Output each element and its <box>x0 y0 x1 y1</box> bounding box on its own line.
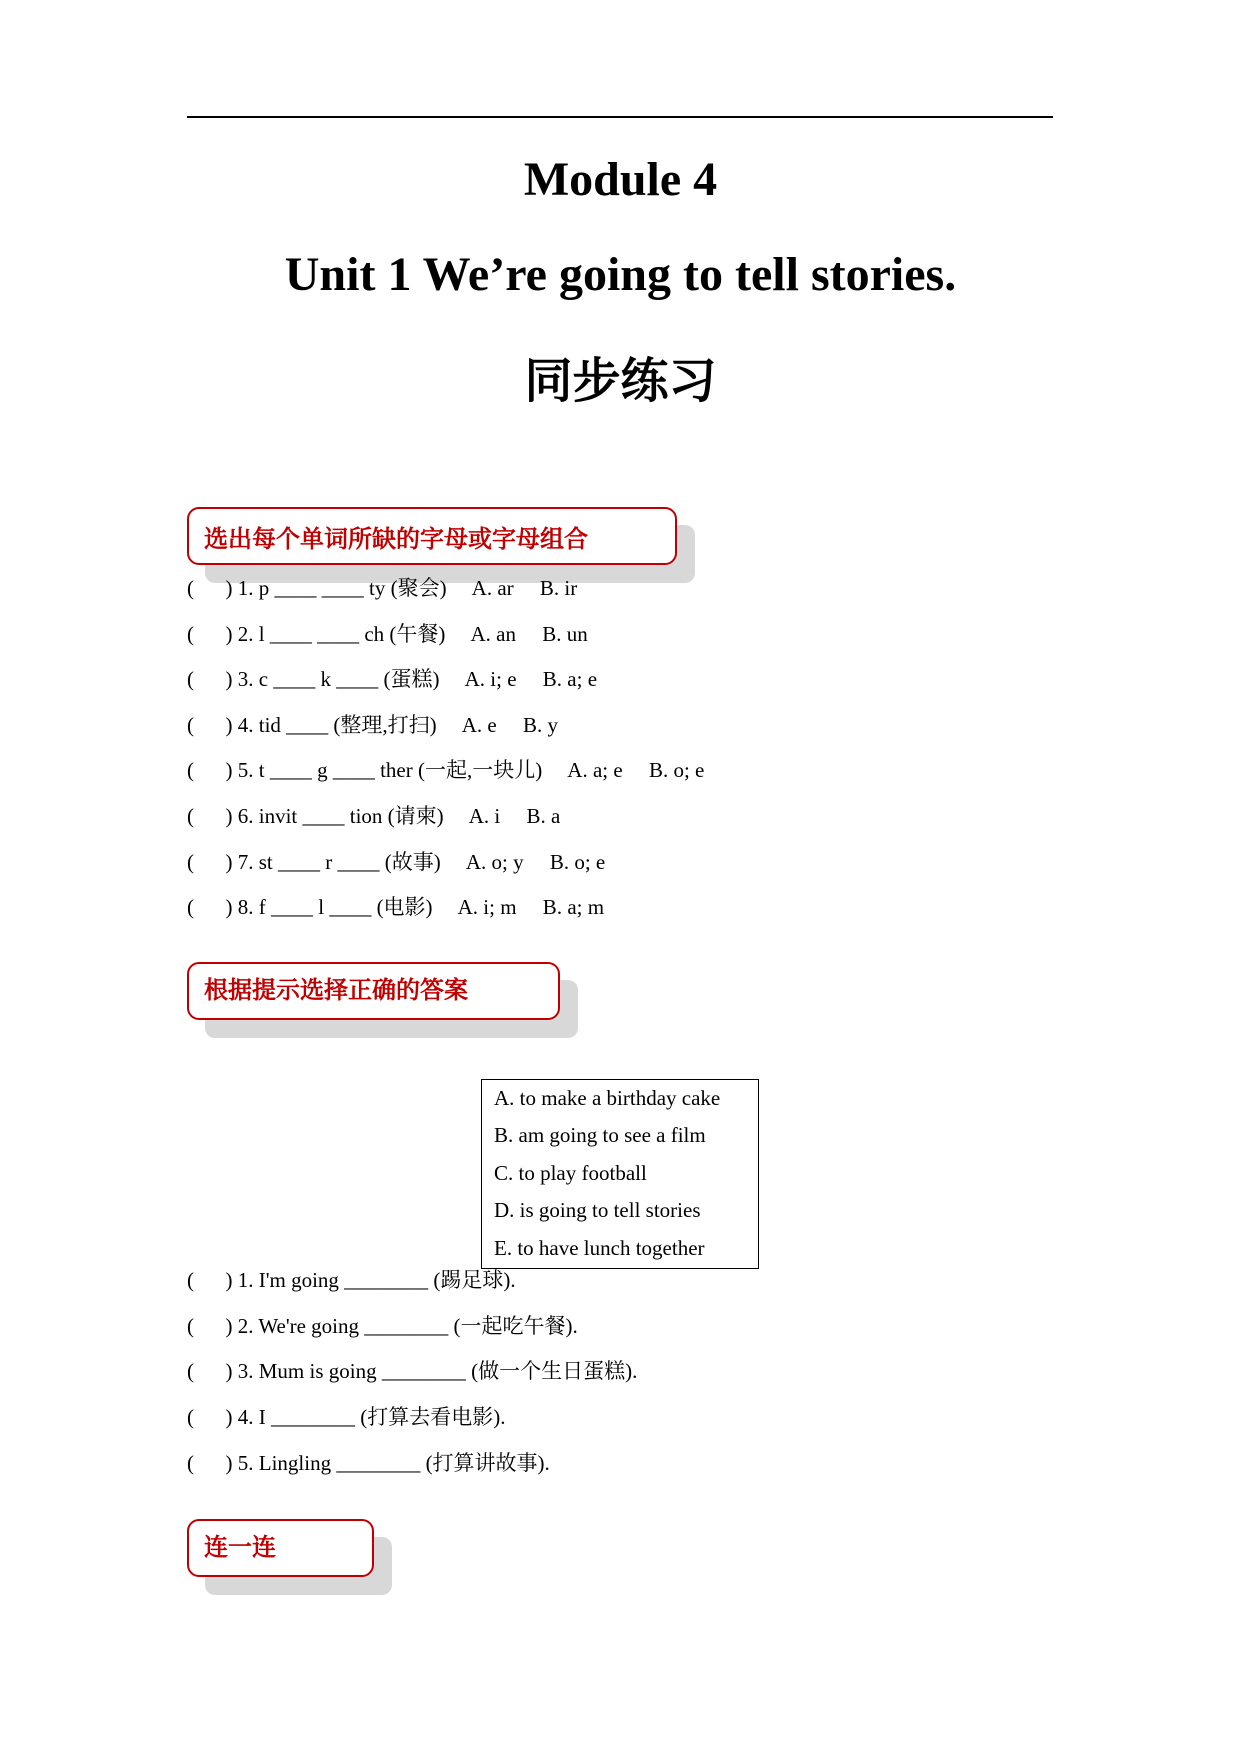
spelling-question-4: ( ) 4. tid ____ (整理,打扫) A. e B. y <box>187 713 558 737</box>
spelling-question-6: ( ) 6. invit ____ tion (请柬) A. i B. a <box>187 804 561 828</box>
answer-option-e: E. to have lunch together <box>494 1236 705 1260</box>
spelling-question-2: ( ) 2. l ____ ____ ch (午餐) A. an B. un <box>187 622 588 646</box>
section-heading-3-label: 连一连 <box>204 1533 276 1561</box>
unit-title: Unit 1 We’re going to tell stories. <box>284 248 957 301</box>
fill-question-2: ( ) 2. We're going ________ (一起吃午餐). <box>187 1314 578 1338</box>
answer-option-d: D. is going to tell stories <box>494 1198 701 1222</box>
section-heading-1-label: 选出每个单词所缺的字母或字母组合 <box>204 525 588 553</box>
fill-question-3: ( ) 3. Mum is going ________ (做一个生日蛋糕). <box>187 1359 638 1383</box>
section-heading-2-label: 根据提示选择正确的答案 <box>204 976 468 1004</box>
spelling-question-7: ( ) 7. st ____ r ____ (故事) A. o; y B. o; e <box>187 850 606 874</box>
worksheet-subtitle: 同步练习 <box>524 353 717 409</box>
spelling-question-8: ( ) 8. f ____ l ____ (电影) A. i; m B. a; m <box>187 895 605 919</box>
answer-option-b: B. am going to see a film <box>494 1123 706 1147</box>
answer-option-c: C. to play football <box>494 1161 647 1185</box>
top-rule <box>187 116 1053 118</box>
answer-options-box <box>481 1079 759 1269</box>
spelling-question-1: ( ) 1. p ____ ____ ty (聚会) A. ar B. ir <box>187 576 578 600</box>
fill-question-1: ( ) 1. I'm going ________ (踢足球). <box>187 1268 516 1292</box>
spelling-question-3: ( ) 3. c ____ k ____ (蛋糕) A. i; e B. a; e <box>187 667 598 691</box>
spelling-question-5: ( ) 5. t ____ g ____ ther (一起,一块儿) A. a; e B. o; e <box>187 758 705 782</box>
fill-question-5: ( ) 5. Lingling ________ (打算讲故事). <box>187 1451 550 1475</box>
fill-question-4: ( ) 4. I ________ (打算去看电影). <box>187 1405 506 1429</box>
module-title: Module 4 <box>523 153 718 206</box>
answer-option-a: A. to make a birthday cake <box>494 1086 721 1110</box>
